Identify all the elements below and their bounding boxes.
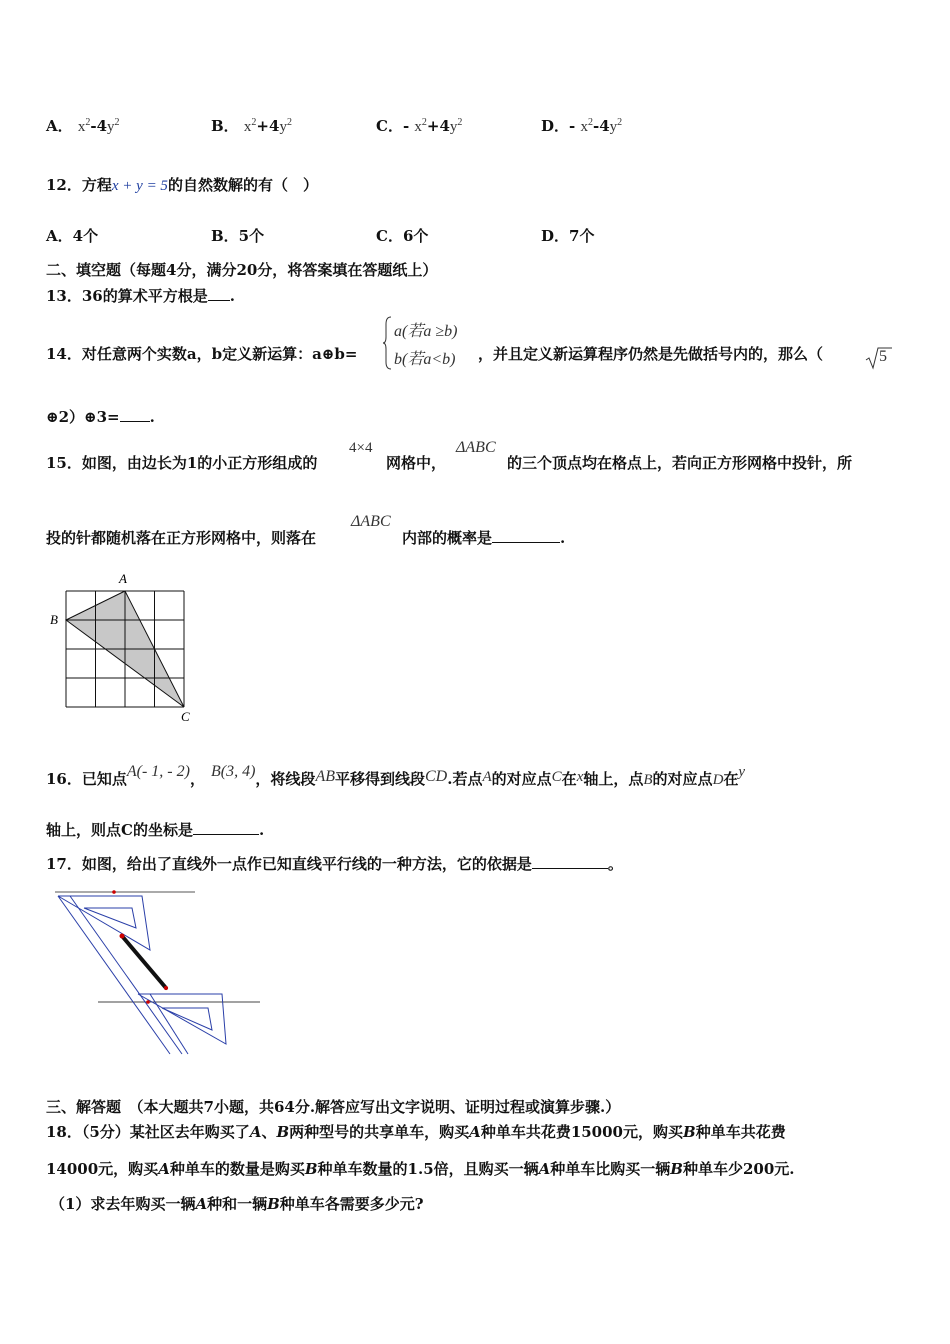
point-marker [120,934,125,939]
question-text: 种单车数量的1.5倍，且购买一辆 [317,1160,539,1178]
question-text: 的对应点 [491,770,552,788]
question-text: 在 [723,770,739,788]
vertex-label-b: B [50,612,58,627]
exponent: 2 [286,117,292,128]
option-label: A． [46,117,73,135]
q14-prefix: 14．对任意两个实数a，b定义新运算：a⊕b= [46,345,358,363]
grid-size: 4×4 [349,440,373,456]
question-text: 18．（5分）某社区去年购买了 [46,1123,250,1141]
vertex-label-c: C [181,709,190,724]
var-b: B [267,1195,280,1213]
question-text: 种单车少200元. [682,1160,795,1178]
point-a-coords: A(- 1, - 2) [126,763,190,780]
var-b: B [276,1123,290,1141]
operator: -4 [592,117,610,135]
segment-ab: AB [315,768,335,785]
q11-option-b[interactable] [211,115,292,136]
punctuation: . [229,287,235,305]
triangle-abc: ΔABC [456,439,496,456]
exponent: 2 [114,117,120,128]
exponent: 2 [85,117,91,128]
question-text: 的自然数解的有（ ） [167,176,318,194]
var-c: C [551,769,562,785]
q15-p3: 的三个顶点均在格点上，若向正方形网格中投针，所 [507,454,853,472]
q18-line1 [46,1121,786,1142]
section-heading-fill-in: 二、填空题（每题4分，满分20分，将答案填在答题纸上） [46,261,438,279]
question-text: 内部的概率是 [402,529,493,547]
var-x: x [576,769,584,785]
var-b: B [683,1123,696,1141]
radicand: 5 [879,348,887,365]
q12-option-a[interactable]: A．4个 [46,227,99,245]
pencil [122,936,166,988]
q17 [46,853,623,874]
punctuation: . [258,821,265,839]
punctuation: . [560,529,566,547]
question-text: 种单车的数量是购买 [169,1160,305,1178]
question-text: 14000元，购买 [46,1160,159,1178]
piecewise-case-1: a(若a ≥b) [394,323,458,340]
grid-triangle-figure [48,570,198,725]
var-a: A [538,1160,551,1178]
point-b-coords: B(3, 4) [210,763,256,780]
question-text: 种单车各需要多少元? [279,1195,424,1213]
triangle-abc: ΔABC [351,513,391,530]
q12-option-c[interactable]: C．6个 [376,227,429,245]
question-text: 种单车比购买一辆 [550,1160,671,1178]
q14-line2 [46,406,155,427]
operator: +4 [426,117,450,135]
option-label: B． [211,117,239,135]
var-d: D [712,772,724,788]
question-text: 种单车共花费 [695,1123,786,1141]
exponent: 2 [617,117,623,128]
q15-p2: 网格中， [386,454,447,472]
exponent: 2 [421,117,427,128]
question-text: 种单车共花费15000元，购买 [480,1123,683,1141]
question-text: 轴上，则点C的坐标是 [46,821,193,839]
sign: - [569,117,581,135]
piecewise-case-2: b(若a<b) [394,351,456,368]
q18-line2 [46,1158,795,1179]
question-text: 、 [261,1123,277,1141]
var-x: x [77,119,86,135]
var-y: y [609,119,618,135]
var-y: y [107,119,115,135]
q11-option-d[interactable] [541,115,622,136]
question-text: 在 [561,770,577,788]
answer-blank[interactable] [120,409,150,422]
var-x: x [243,119,252,135]
point-marker [112,890,116,894]
q16-line1 [46,763,746,789]
var-y: y [738,764,746,780]
q14-suffix: ，并且定义新运算程序仍然是先做括号内的，那么（ [478,345,824,363]
q13 [46,285,235,306]
q12-stem [46,174,318,195]
section-heading-solutions: 三、解答题 （本大题共7小题，共64分.解答应写出文字说明、证明过程或演算步骤.） [46,1098,621,1116]
var-b: B [304,1160,318,1178]
equation: x + y = 5 [111,178,168,194]
var-a: A [469,1123,481,1141]
sign: - [402,117,415,135]
option-label: C． [376,117,403,135]
exponent: 2 [251,117,257,128]
var-a: A [195,1195,208,1213]
question-text: ⊕2）⊕3= [46,408,120,426]
punctuation: . [149,408,155,426]
question-text: 两种型号的共享单车，购买 [289,1123,470,1141]
var-a: A [482,769,492,785]
piecewise-brace [382,316,392,370]
segment-cd: CD [425,768,448,785]
point-marker [164,986,168,990]
question-text: 16．已知点 [46,770,127,788]
var-x: x [414,119,422,135]
var-y: y [279,119,287,135]
var-y: y [449,119,458,135]
var-b: B [643,772,653,788]
var-x: x [580,119,588,135]
punctuation: 。 [607,855,623,873]
point-marker [146,1000,150,1004]
question-text: 种和一辆 [207,1195,268,1213]
question-text: 轴上，点 [583,770,644,788]
var-b: B [670,1160,683,1178]
question-text: （1）求去年购买一辆 [50,1195,196,1213]
answer-blank[interactable] [492,530,560,543]
q11-option-c[interactable] [376,115,462,136]
answer-blank[interactable] [193,822,259,835]
q15-p4: 投的针都随机落在正方形网格中，则落在 [46,529,317,547]
q15-p5 [402,527,565,548]
set-square-figure [50,884,265,1062]
operator: -4 [90,117,108,135]
exponent: 2 [587,117,593,128]
q11-option-a[interactable] [46,115,120,136]
q12-option-b[interactable]: B．5个 [211,227,265,245]
q18-part1 [50,1193,424,1214]
question-text: 17．如图，给出了直线外一点作已知直线平行线的一种方法，它的依据是 [46,855,532,873]
var-a: A [158,1160,170,1178]
punctuation: ， [189,770,205,788]
vertex-label-a: A [119,571,127,586]
question-text: ，将线段 [255,770,316,788]
exponent: 2 [457,117,463,128]
answer-blank[interactable] [532,856,608,869]
option-label: D． [541,117,570,135]
answer-blank[interactable] [208,288,230,301]
q12-option-d[interactable]: D．7个 [541,227,595,245]
q15-p1: 15．如图，由边长为1的小正方形组成的 [46,454,318,472]
question-number: 12．方程 [46,176,112,194]
operator: +4 [256,117,280,135]
set-square-upper [58,896,182,1054]
question-text: .若点 [447,770,483,788]
q16-line2 [46,819,264,840]
question-text: 13．36的算术平方根是 [46,287,208,305]
question-text: 平移得到线段 [334,770,425,788]
question-text: 的对应点 [652,770,713,788]
set-square-lower [138,994,226,1054]
var-a: A [249,1123,262,1141]
